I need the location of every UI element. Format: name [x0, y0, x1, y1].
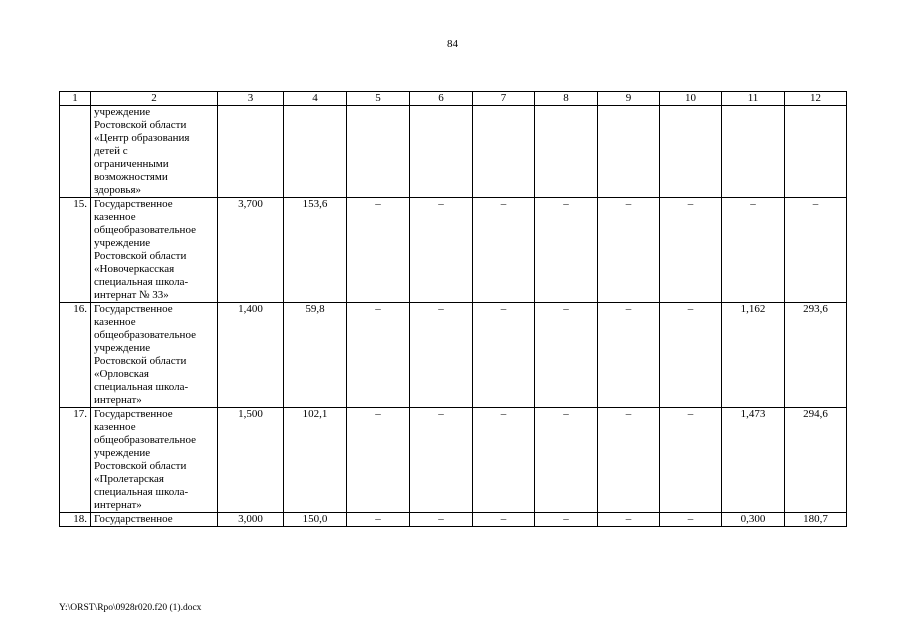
- value-cell-col-4: 153,6: [284, 198, 347, 303]
- value-cell-col-5: –: [347, 198, 410, 303]
- institution-name: Государственное казенное общеобразовательное учреждение Ростовской области «Новочеркасская специальная школа- интернат № 33»: [94, 198, 196, 301]
- value-cell-col-12: –: [785, 198, 847, 303]
- value-cell-col-12: [785, 106, 847, 198]
- value-cell-col-4: 150,0: [284, 513, 347, 527]
- value-cell-col-11: 0,300: [722, 513, 785, 527]
- value-cell-col-12: 294,6: [785, 408, 847, 513]
- value-cell-col-4: 59,8: [284, 303, 347, 408]
- column-header-11: 11: [722, 92, 785, 106]
- value-cell-col-11: –: [722, 198, 785, 303]
- value-cell-col-9: –: [598, 303, 660, 408]
- table-row: [60, 513, 847, 527]
- column-header-2: 2: [91, 92, 218, 106]
- row-number: 15.: [60, 198, 91, 303]
- value-cell-col-11: [722, 106, 785, 198]
- value-cell-col-6: –: [410, 303, 473, 408]
- value-cell-col-11: 1,162: [722, 303, 785, 408]
- institution-name: Государственное казенное общеобразовательное учреждение Ростовской области «Орловская специальная школа- интернат»: [94, 303, 196, 406]
- institution-name-cell: [91, 106, 218, 198]
- value-cell-col-11: 1,473: [722, 408, 785, 513]
- page-number: 84: [447, 38, 458, 50]
- value-cell-col-10: –: [660, 198, 722, 303]
- value-cell-col-7: –: [473, 408, 535, 513]
- institution-name-cell: [91, 198, 218, 303]
- value-cell-col-6: [410, 106, 473, 198]
- value-cell-col-8: –: [535, 408, 598, 513]
- value-cell-col-6: –: [410, 198, 473, 303]
- row-number: 16.: [60, 303, 91, 408]
- value-cell-col-9: –: [598, 198, 660, 303]
- value-cell-col-10: –: [660, 303, 722, 408]
- value-cell-col-7: –: [473, 513, 535, 527]
- value-cell-col-10: –: [660, 408, 722, 513]
- column-header-6: 6: [410, 92, 473, 106]
- row-number: [60, 106, 91, 198]
- column-header-12: 12: [785, 92, 847, 106]
- row-number: 18.: [60, 513, 91, 527]
- value-cell-col-5: –: [347, 513, 410, 527]
- value-cell-col-4: [284, 106, 347, 198]
- data-table: [59, 91, 847, 527]
- column-header-8: 8: [535, 92, 598, 106]
- column-header-5: 5: [347, 92, 410, 106]
- value-cell-col-12: 180,7: [785, 513, 847, 527]
- value-cell-col-6: –: [410, 513, 473, 527]
- table-row: [60, 106, 847, 198]
- value-cell-col-5: [347, 106, 410, 198]
- value-cell-col-3: 1,400: [218, 303, 284, 408]
- row-number: 17.: [60, 408, 91, 513]
- institution-name-cell: [91, 408, 218, 513]
- table-row: [60, 408, 847, 513]
- value-cell-col-5: –: [347, 408, 410, 513]
- table-row: [60, 303, 847, 408]
- table-row: [60, 198, 847, 303]
- value-cell-col-8: –: [535, 198, 598, 303]
- value-cell-col-7: –: [473, 303, 535, 408]
- value-cell-col-7: [473, 106, 535, 198]
- value-cell-col-9: –: [598, 408, 660, 513]
- column-header-7: 7: [473, 92, 535, 106]
- value-cell-col-3: 3,000: [218, 513, 284, 527]
- value-cell-col-8: –: [535, 513, 598, 527]
- value-cell-col-3: [218, 106, 284, 198]
- value-cell-col-4: 102,1: [284, 408, 347, 513]
- value-cell-col-9: –: [598, 513, 660, 527]
- table-header-row: [60, 92, 847, 106]
- value-cell-col-10: [660, 106, 722, 198]
- value-cell-col-8: [535, 106, 598, 198]
- footer-file-path: Y:\ORST\Rpo\0928r020.f20 (1).docx: [59, 603, 202, 613]
- value-cell-col-7: –: [473, 198, 535, 303]
- value-cell-col-10: –: [660, 513, 722, 527]
- value-cell-col-8: –: [535, 303, 598, 408]
- value-cell-col-5: –: [347, 303, 410, 408]
- institution-name: Государственное казенное общеобразовательное учреждение Ростовской области «Пролетарская специальная школа- интернат»: [94, 408, 196, 511]
- value-cell-col-12: 293,6: [785, 303, 847, 408]
- column-header-4: 4: [284, 92, 347, 106]
- column-header-3: 3: [218, 92, 284, 106]
- institution-name-cell: [91, 303, 218, 408]
- value-cell-col-3: 1,500: [218, 408, 284, 513]
- institution-name-cell: [91, 513, 218, 527]
- value-cell-col-9: [598, 106, 660, 198]
- institution-name: учреждение Ростовской области «Центр образования детей с ограниченными возможностями здоровья»: [94, 106, 190, 196]
- column-header-10: 10: [660, 92, 722, 106]
- value-cell-col-3: 3,700: [218, 198, 284, 303]
- institution-name: Государственное: [94, 513, 173, 525]
- value-cell-col-6: –: [410, 408, 473, 513]
- column-header-9: 9: [598, 92, 660, 106]
- column-header-1: 1: [60, 92, 91, 106]
